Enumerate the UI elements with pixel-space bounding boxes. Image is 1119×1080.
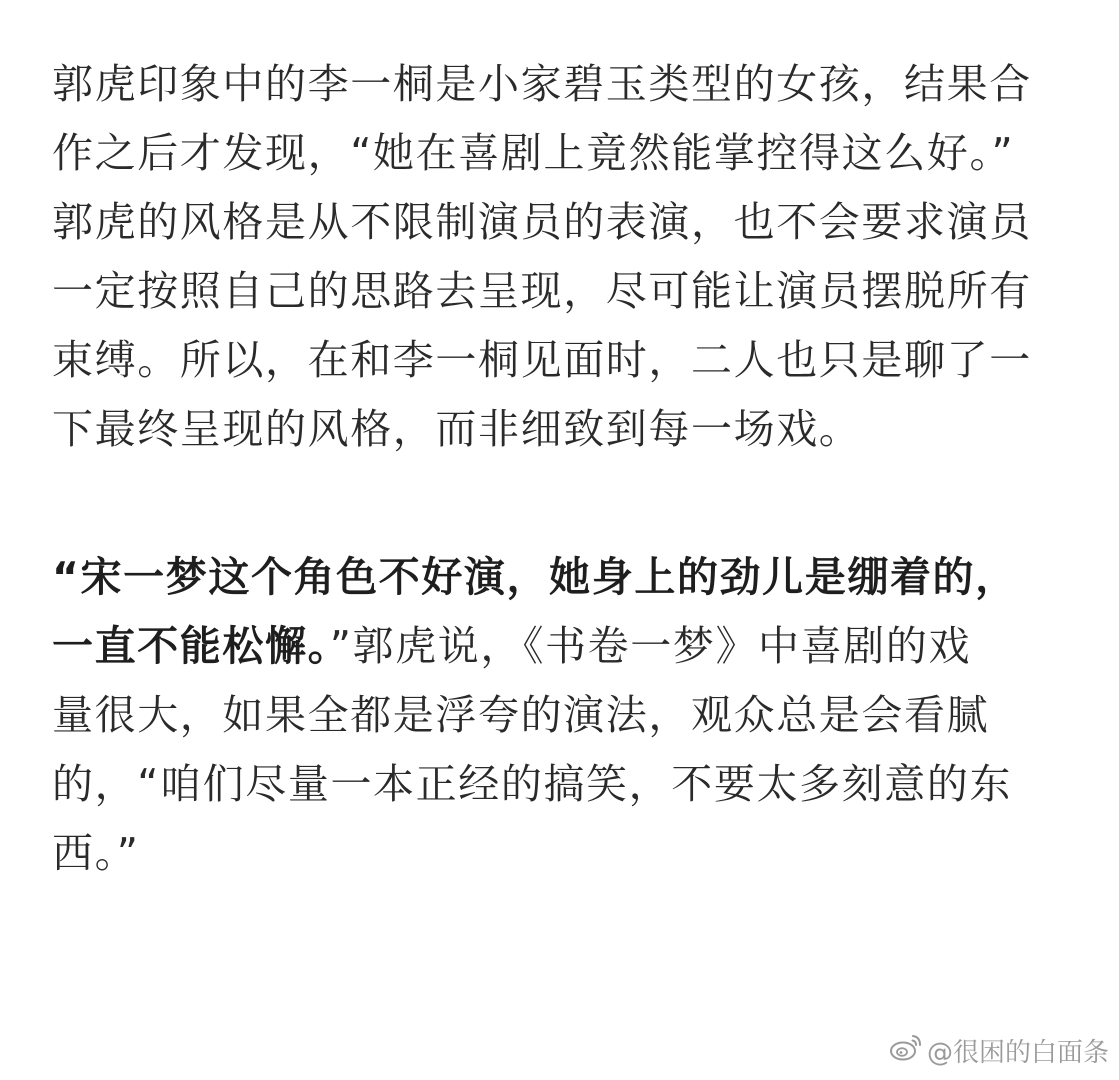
paragraph-line: 量很大，如果全都是浮夸的演法，观众总是会看腻 <box>52 691 990 739</box>
quote-attribution: ”郭虎说，《书卷一梦》中喜剧的戏 <box>329 622 972 670</box>
mixed-line <box>52 612 1072 681</box>
paragraph-1 <box>52 50 1072 464</box>
paragraph-2 <box>52 543 1072 888</box>
paragraph-line: 束缚。所以，在和李一桐见面时，二人也只是聊了一 <box>52 336 1032 384</box>
weibo-icon <box>889 1032 923 1069</box>
watermark-handle: @很困的白面条 <box>926 1037 1109 1068</box>
paragraph-line: 郭虎印象中的李一桐是小家碧玉类型的女孩，结果合 <box>52 60 1032 108</box>
weibo-watermark <box>889 1030 1109 1070</box>
paragraph-line: 西。” <box>52 829 140 877</box>
bold-quote-line: “宋一梦这个角色不好演，她身上的劲儿是绷着的， <box>52 553 1018 601</box>
article-body <box>52 50 1072 888</box>
bold-quote-end: 一直不能松懈。 <box>52 622 330 670</box>
paragraph-line: 郭虎的风格是从不限制演员的表演，也不会要求演员 <box>52 198 1032 246</box>
paragraph-line: 的，“咱们尽量一本正经的搞笑，不要太多刻意的东 <box>52 760 1013 808</box>
paragraph-line: 一定按照自己的思路去呈现，尽可能让演员摆脱所有 <box>52 267 1032 315</box>
paragraph-line: 下最终呈现的风格，而非细致到每一场戏。 <box>52 405 862 453</box>
paragraph-spacer <box>52 464 1072 543</box>
paragraph-line: 作之后才发现，“她在喜剧上竟然能掌控得这么好。” <box>52 129 1015 177</box>
